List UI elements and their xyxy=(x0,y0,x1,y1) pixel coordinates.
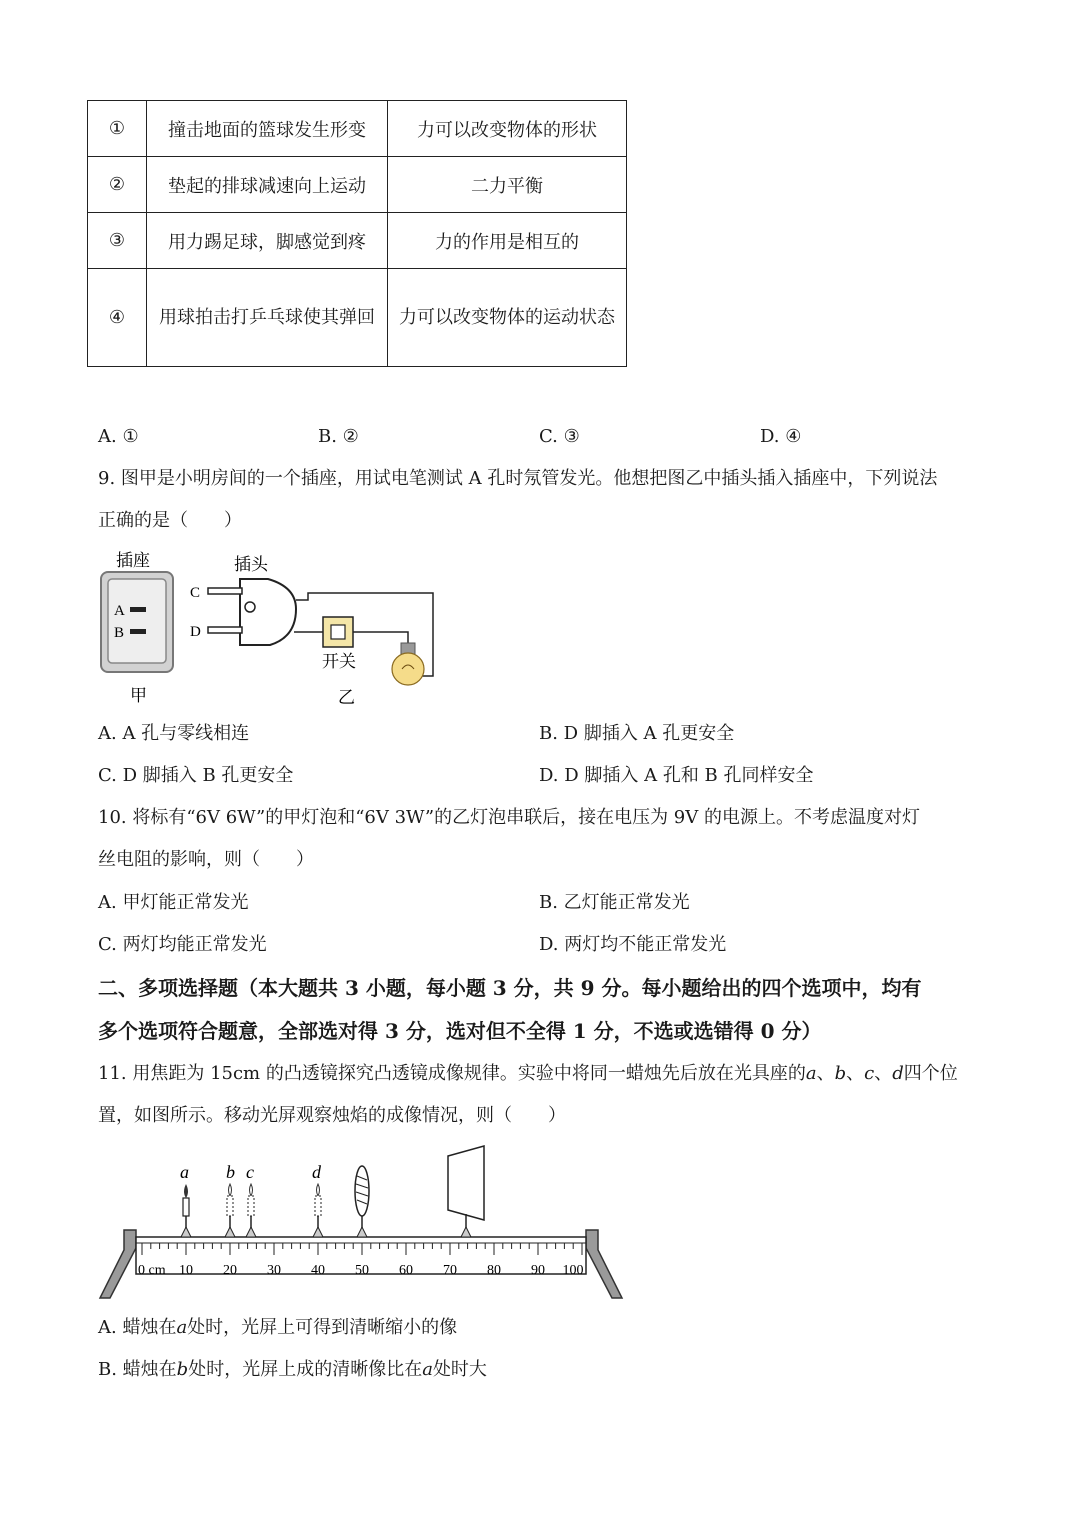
light-screen xyxy=(448,1146,484,1237)
hole-a-label: A xyxy=(114,603,125,619)
q11-stem-cont: 置，如图所示。移动光屏观察烛焰的成像情况，则（ ） xyxy=(98,1105,566,1126)
svg-text:b: b xyxy=(226,1162,235,1182)
row-number: ④ xyxy=(88,269,147,367)
pin-c-label: C xyxy=(190,585,201,601)
tick-90: 90 xyxy=(531,1263,545,1278)
q10-option-c[interactable]: C. 两灯均能正常发光 xyxy=(98,934,267,955)
principle-table xyxy=(87,100,627,367)
tick-20: 20 xyxy=(223,1263,237,1278)
q10-stem-cont: 丝电阻的影响，则（ ） xyxy=(98,849,314,870)
phenomenon-cell: 用力踢足球，脚感觉到疼 xyxy=(147,213,388,269)
phenomenon-cell: 用球拍击打乒乓球使其弹回 xyxy=(159,306,375,328)
q11-stem-part2: 四个位 xyxy=(903,1063,958,1084)
row-number: ② xyxy=(88,157,147,213)
tick-80: 80 xyxy=(487,1263,501,1278)
plug-label: 插头 xyxy=(234,555,268,575)
row-number: ① xyxy=(88,101,147,157)
hole-a xyxy=(130,607,146,612)
pos-d: d xyxy=(892,1063,904,1084)
row-number: ③ xyxy=(88,213,147,269)
tick-70: 70 xyxy=(443,1263,457,1278)
optical-bench-figure xyxy=(98,1140,628,1305)
hole-b-label: B xyxy=(114,625,125,641)
q8-option-b[interactable]: B. ② xyxy=(318,426,359,447)
q9-stem-cont: 正确的是（ ） xyxy=(98,510,242,531)
q11-option-b[interactable]: B. 蜡烛在b处时，光屏上成的清晰像比在a处时大 xyxy=(98,1359,487,1380)
hole-b xyxy=(130,629,146,634)
pos-a: a xyxy=(805,1063,817,1084)
socket-label: 插座 xyxy=(116,551,150,571)
svg-text:d: d xyxy=(312,1162,321,1182)
pin-c xyxy=(208,588,242,594)
q11-option-a[interactable]: A. 蜡烛在a处时，光屏上可得到清晰缩小的像 xyxy=(98,1317,458,1338)
pin-d xyxy=(208,627,242,633)
candle-d xyxy=(312,1162,323,1237)
q9-option-a[interactable]: A. A 孔与零线相连 xyxy=(98,723,250,744)
wire-switch xyxy=(353,632,408,643)
phenomenon-cell: 撞击地面的篮球发生形变 xyxy=(147,101,388,157)
q10-stem: 10. 将标有“6V 6W”的甲灯泡和“6V 3W”的乙灯泡串联后，接在电压为 9V 的电源上。不考虑温度对灯 xyxy=(98,807,920,828)
principle-cell: 力可以改变物体的运动状态 xyxy=(399,306,615,328)
candle-a xyxy=(180,1162,191,1237)
switch-label: 开关 xyxy=(322,652,356,672)
principle-cell: 力可以改变物体的形状 xyxy=(388,101,627,157)
q9-stem: 9. 图甲是小明房间的一个插座，用试电笔测试 A 孔时氖管发光。他想把图乙中插头插入插座中，下列说法 xyxy=(98,468,938,489)
socket-face xyxy=(108,579,166,663)
fig-label-yi: 乙 xyxy=(338,688,355,708)
q10-option-d[interactable]: D. 两灯均不能正常发光 xyxy=(539,934,727,955)
q11-stem: 11. 用焦距为 15cm 的凸透镜探究凸透镜成像规律。实验中将同一蜡烛先后放在光具座的a、b、c、d四个位 xyxy=(98,1063,958,1084)
light-bulb xyxy=(392,653,424,685)
tick-40: 40 xyxy=(311,1263,325,1278)
tick-30: 30 xyxy=(267,1263,281,1278)
q9-option-d[interactable]: D. D 脚插入 A 孔和 B 孔同样安全 xyxy=(539,765,814,786)
convex-lens xyxy=(355,1166,369,1237)
fig-label-jia: 甲 xyxy=(130,686,147,706)
tick-10: 10 xyxy=(179,1263,193,1278)
q8-option-a[interactable]: A. ① xyxy=(98,426,139,447)
svg-text:a: a xyxy=(180,1162,189,1182)
unit-0: 0 cm xyxy=(138,1263,166,1278)
pin-d-label: D xyxy=(190,624,201,640)
q10-option-b[interactable]: B. 乙灯能正常发光 xyxy=(539,892,690,913)
q11-stem-part1: 11. 用焦距为 15cm 的凸透镜探究凸透镜成像规律。实验中将同一蜡烛先后放在光具座的 xyxy=(98,1063,806,1084)
phenomenon-cell: 垫起的排球减速向上运动 xyxy=(147,157,388,213)
socket-plug-figure xyxy=(90,545,450,710)
q8-option-d[interactable]: D. ④ xyxy=(760,426,802,447)
section-heading: 二、多项选择题（本大题共 3 小题，每小题 3 分，共 9 分。每小题给出的四个选项中，均有 xyxy=(98,976,922,1000)
tick-60: 60 xyxy=(399,1263,413,1278)
q8-option-c[interactable]: C. ③ xyxy=(539,426,580,447)
tick-100: 100 xyxy=(562,1263,584,1278)
candle-c xyxy=(246,1162,256,1237)
tick-50: 50 xyxy=(355,1263,369,1278)
q9-option-b[interactable]: B. D 脚插入 A 孔更安全 xyxy=(539,723,735,744)
left-stand xyxy=(100,1230,136,1298)
svg-text:c: c xyxy=(246,1162,254,1182)
q9-option-c[interactable]: C. D 脚插入 B 孔更安全 xyxy=(98,765,294,786)
principle-cell: 力的作用是相互的 xyxy=(388,213,627,269)
candle-b xyxy=(225,1162,235,1237)
principle-cell: 二力平衡 xyxy=(388,157,627,213)
pos-b: b xyxy=(834,1063,847,1084)
q10-option-a[interactable]: A. 甲灯能正常发光 xyxy=(98,892,249,913)
section-heading-cont: 多个选项符合题意，全部选对得 3 分，选对但不全得 1 分，不选或选错得 0 分） xyxy=(98,1019,822,1043)
right-stand xyxy=(586,1230,622,1298)
pos-c: c xyxy=(864,1063,875,1084)
